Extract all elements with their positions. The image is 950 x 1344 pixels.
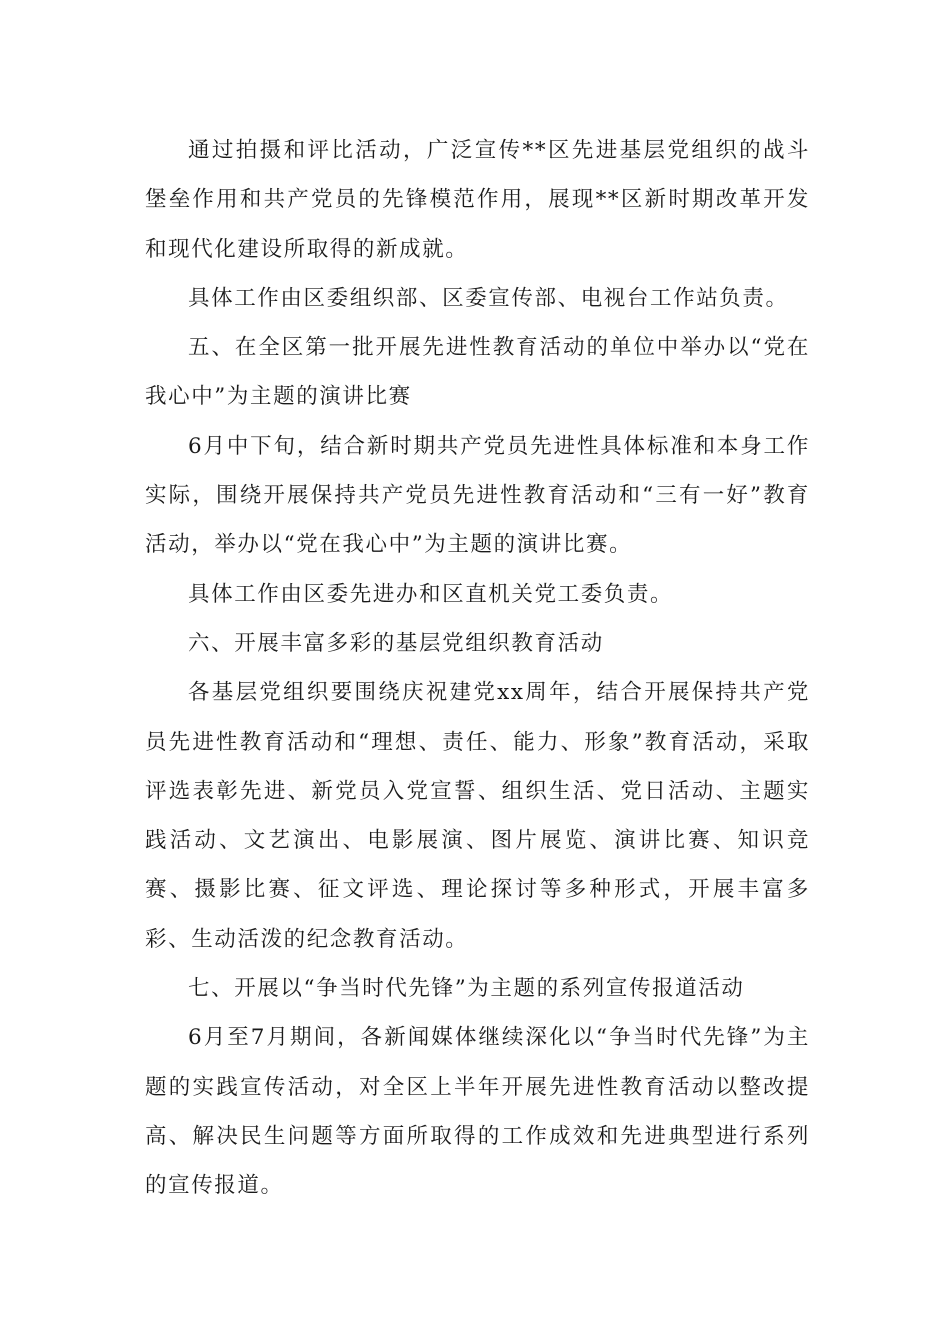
paragraph-speech-contest: 6月中下旬，结合新时期共产党员先进性具体标准和本身工作实际，围绕开展保持共产党员先进性教育活动和“三有一好”教育活动，举办以“党在我心中”为主题的演讲比赛。	[145, 433, 810, 558]
section-heading-6: 六、开展丰富多彩的基层党组织教育活动	[188, 630, 604, 656]
paragraph-responsibility-1: 具体工作由区委组织部、区委宣传部、电视台工作站负责。	[188, 285, 789, 311]
paragraph-intro-publicity: 通过拍摄和评比活动，广泛宣传**区先进基层党组织的战斗堡垒作用和共产党员的先锋模范作用，展现**区新时期改革开发和现代化建设所取得的新成就。	[145, 138, 810, 262]
paragraph-grassroots-activities: 各基层党组织要围绕庆祝建党xx周年，结合开展保持共产党员先进性教育活动和“理想、责任、能力、形象”教育活动，采取评选表彰先进、新党员入党宣誓、组织生活、党日活动、主题实践活动、文艺演出、电影展演、图片展览、演讲比赛、知识竞赛、摄影比赛、征文评选、理论探讨等多种形式，开展丰富多彩、生动活泼的纪念教育活动。	[145, 680, 810, 952]
section-heading-5: 五、在全区第一批开展先进性教育活动的单位中举办以“党在我心中”为主题的演讲比赛	[145, 335, 810, 410]
paragraph-responsibility-2: 具体工作由区委先进办和区直机关党工委负责。	[188, 581, 674, 607]
section-heading-7: 七、开展以“争当时代先锋”为主题的系列宣传报道活动	[188, 976, 745, 1002]
paragraph-media-coverage: 6月至7月期间，各新闻媒体继续深化以“争当时代先锋”为主题的实践宣传活动，对全区上半年开展先进性教育活动以整改提高、解决民生问题等方面所取得的工作成效和先进典型进行系列的宣传报道。	[145, 1025, 810, 1199]
document-body	[145, 126, 810, 1211]
